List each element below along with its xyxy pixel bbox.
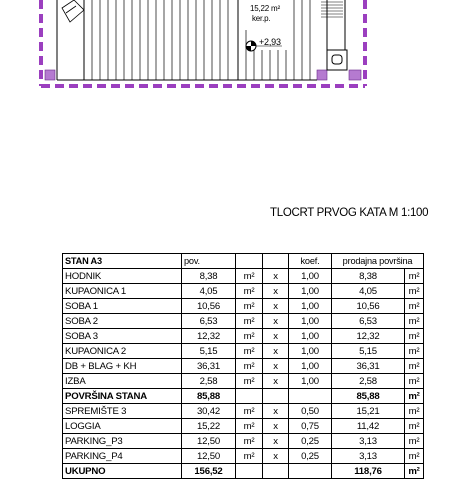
cell-area: 5,15	[182, 344, 236, 359]
cell-coefficient: 0,50	[289, 404, 332, 419]
cell-area: 12,50	[182, 434, 236, 449]
cell-multiplier: x	[263, 329, 289, 344]
table-row	[63, 419, 424, 434]
cell-unit: m²	[236, 374, 263, 389]
cell-unit: m²	[405, 329, 424, 344]
cell-unit: m²	[405, 269, 424, 284]
table-row	[63, 389, 424, 404]
cell-coefficient	[289, 464, 332, 479]
cell-coefficient: 1,00	[289, 329, 332, 344]
cell-sales-area: 10,56	[332, 299, 405, 314]
cell-unit: m²	[405, 284, 424, 299]
cell-unit: m²	[236, 344, 263, 359]
cell-unit: m²	[236, 449, 263, 464]
header-blank	[263, 254, 289, 269]
cell-room-name: SPREMIŠTE 3	[63, 404, 182, 419]
cell-area: 156,52	[182, 464, 236, 479]
cell-unit: m²	[405, 419, 424, 434]
walls	[57, 0, 347, 80]
cell-multiplier: x	[263, 299, 289, 314]
cell-sales-area: 36,31	[332, 359, 405, 374]
cell-area: 2,58	[182, 374, 236, 389]
cell-unit: m²	[236, 299, 263, 314]
cell-room-name: SOBA 1	[63, 299, 182, 314]
cell-multiplier	[263, 464, 289, 479]
cell-coefficient: 1,00	[289, 359, 332, 374]
cell-room-name: IZBA	[63, 374, 182, 389]
corner-columns	[45, 70, 361, 80]
header-sales-area: prodajna površina	[332, 254, 424, 269]
cell-multiplier: x	[263, 269, 289, 284]
cell-unit: m²	[405, 434, 424, 449]
cell-multiplier: x	[263, 344, 289, 359]
room-area-label: 15,22 m²	[250, 4, 280, 13]
cell-room-name: SOBA 3	[63, 329, 182, 344]
cell-multiplier	[263, 389, 289, 404]
header-coefficient: koef.	[289, 254, 332, 269]
cell-multiplier: x	[263, 449, 289, 464]
cell-unit: m²	[405, 404, 424, 419]
cell-unit: m²	[236, 419, 263, 434]
cell-sales-area: 11,42	[332, 419, 405, 434]
lounge-chair	[62, 0, 84, 22]
cell-multiplier: x	[263, 404, 289, 419]
cell-room-name: UKUPNO	[63, 464, 182, 479]
cell-room-name: LOGGIA	[63, 419, 182, 434]
cell-sales-area: 118,76	[332, 464, 405, 479]
level-label: +2,93	[259, 37, 281, 47]
cell-sales-area: 12,32	[332, 329, 405, 344]
cell-unit: m²	[236, 404, 263, 419]
cell-unit: m²	[236, 314, 263, 329]
cell-coefficient: 0,25	[289, 434, 332, 449]
header-apartment: STAN A3	[63, 254, 182, 269]
cell-sales-area: 4,05	[332, 284, 405, 299]
table-header-row	[63, 254, 424, 269]
cell-unit: m²	[236, 269, 263, 284]
cell-area: 36,31	[182, 359, 236, 374]
header-blank	[236, 254, 263, 269]
cell-unit: m²	[236, 284, 263, 299]
cell-area: 4,05	[182, 284, 236, 299]
cell-coefficient: 0,25	[289, 449, 332, 464]
cell-unit: m²	[236, 359, 263, 374]
cell-unit	[236, 464, 263, 479]
cell-area: 12,32	[182, 329, 236, 344]
cell-area: 15,22	[182, 419, 236, 434]
table-row	[63, 329, 424, 344]
cell-unit	[236, 389, 263, 404]
cell-multiplier: x	[263, 434, 289, 449]
cell-room-name: DB + BLAG + KH	[63, 359, 182, 374]
cell-sales-area: 15,21	[332, 404, 405, 419]
cell-area: 12,50	[182, 449, 236, 464]
cell-unit: m²	[405, 374, 424, 389]
cell-area: 10,56	[182, 299, 236, 314]
drawing-title: TLOCRT PRVOG KATA M 1:100	[270, 207, 429, 219]
cell-multiplier: x	[263, 284, 289, 299]
cell-coefficient: 1,00	[289, 344, 332, 359]
cell-unit: m²	[405, 299, 424, 314]
cell-room-name: POVRŠINA STANA	[63, 389, 182, 404]
table-row	[63, 299, 424, 314]
cell-area: 6,53	[182, 314, 236, 329]
cell-multiplier: x	[263, 359, 289, 374]
cell-sales-area: 5,15	[332, 344, 405, 359]
room-floor-label: ker.p.	[252, 14, 271, 23]
cell-room-name: HODNIK	[63, 269, 182, 284]
cell-room-name: PARKING_P4	[63, 449, 182, 464]
cell-coefficient: 1,00	[289, 374, 332, 389]
cell-coefficient: 1,00	[289, 284, 332, 299]
floor-plan-drawing	[0, 0, 452, 100]
radiator	[321, 2, 343, 17]
cell-sales-area: 85,88	[332, 389, 405, 404]
cell-area: 8,38	[182, 269, 236, 284]
cell-coefficient	[289, 389, 332, 404]
cell-multiplier: x	[263, 419, 289, 434]
table-row	[63, 464, 424, 479]
table-row	[63, 359, 424, 374]
cell-multiplier: x	[263, 374, 289, 389]
cell-unit: m²	[236, 434, 263, 449]
plan-boundary	[41, 0, 365, 86]
cell-unit: m²	[405, 344, 424, 359]
area-table	[62, 253, 424, 479]
cell-room-name: SOBA 2	[63, 314, 182, 329]
table-row	[63, 449, 424, 464]
cell-unit: m²	[405, 449, 424, 464]
cell-unit: m²	[405, 464, 424, 479]
cell-unit: m²	[405, 389, 424, 404]
cell-room-name: KUPAONICA 2	[63, 344, 182, 359]
cell-sales-area: 3,13	[332, 434, 405, 449]
cell-area: 30,42	[182, 404, 236, 419]
cell-multiplier: x	[263, 314, 289, 329]
table-row	[63, 374, 424, 389]
cell-unit: m²	[405, 314, 424, 329]
cell-room-name: KUPAONICA 1	[63, 284, 182, 299]
table-row	[63, 314, 424, 329]
cell-room-name: PARKING_P3	[63, 434, 182, 449]
table-row	[63, 404, 424, 419]
table-row	[63, 344, 424, 359]
cell-sales-area: 2,58	[332, 374, 405, 389]
cell-sales-area: 6,53	[332, 314, 405, 329]
cell-area: 85,88	[182, 389, 236, 404]
cell-coefficient: 1,00	[289, 314, 332, 329]
cell-unit: m²	[236, 329, 263, 344]
cell-coefficient: 0,75	[289, 419, 332, 434]
cell-coefficient: 1,00	[289, 269, 332, 284]
cell-coefficient: 1,00	[289, 299, 332, 314]
cell-unit: m²	[405, 359, 424, 374]
table-row	[63, 269, 424, 284]
table-row	[63, 434, 424, 449]
cell-sales-area: 3,13	[332, 449, 405, 464]
table-row	[63, 284, 424, 299]
header-area: pov.	[182, 254, 236, 269]
cell-sales-area: 8,38	[332, 269, 405, 284]
